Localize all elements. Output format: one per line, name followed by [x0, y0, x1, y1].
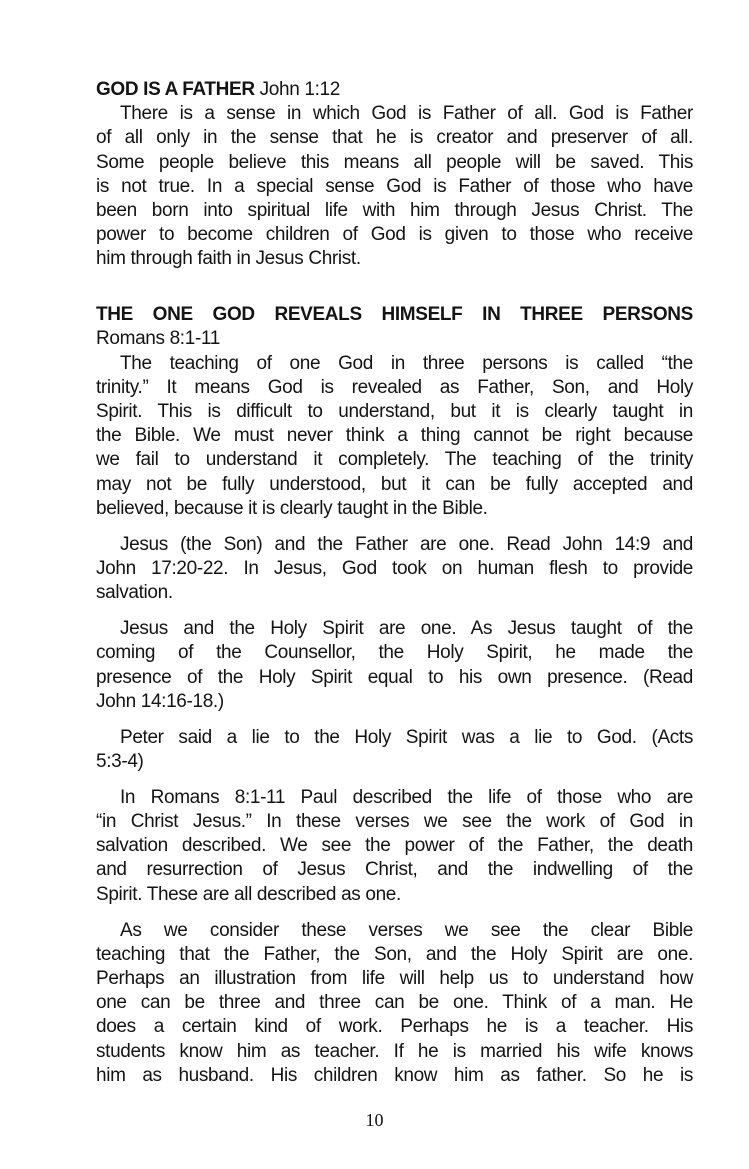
text-line: As we consider these verses we see the clear Bible [120, 919, 693, 941]
text-line: Peter said a lie to the Holy Spirit was a lie to God. (Acts [120, 726, 693, 748]
text-line: John 14:16-18.) [96, 690, 224, 712]
scripture-reference: Romans 8:1-11 [96, 328, 220, 350]
paragraph [96, 786, 693, 907]
text-line: trinity.” It means God is revealed as Father, Son, and Holy [96, 376, 693, 398]
text-line: him through faith in Jesus Christ. [96, 248, 361, 270]
text-line: Spirit. This is difficult to understand, but it is clearly taught in [96, 401, 693, 423]
text-line: coming of the Counsellor, the Holy Spirit, he made the [96, 642, 693, 664]
text-line: of all only in the sense that he is creator and preserver of all. [96, 127, 693, 149]
text-line: Perhaps an illustration from life will help us to understand how [96, 967, 693, 989]
text-line: There is a sense in which God is Father of all. God is Father [120, 103, 693, 125]
text-line: 5:3-4) [96, 750, 144, 772]
text-line: we fail to understand it completely. The teaching of the trinity [96, 449, 693, 471]
text-line: does a certain kind of work. Perhaps he is a teacher. His [96, 1016, 693, 1038]
paragraph [96, 726, 693, 774]
paragraph [96, 533, 693, 606]
text-line: The teaching of one God in three persons is called “the [120, 352, 693, 374]
text-line: “in Christ Jesus.” In these verses we see the work of God in [96, 811, 693, 833]
text-line: may not be fully understood, but it can be fully accepted and [96, 473, 693, 495]
paragraph [96, 617, 693, 714]
text-line: Jesus (the Son) and the Father are one. Read John 14:9 and [120, 533, 693, 555]
text-line: power to become children of God is given to those who receive [96, 224, 693, 246]
page-number: 10 [365, 1110, 384, 1130]
section-body [96, 352, 693, 1088]
text-line: In Romans 8:1-11 Paul described the life of those who are [120, 786, 693, 808]
section-body [96, 102, 693, 271]
section-heading [96, 303, 693, 351]
text-line: and resurrection of Jesus Christ, and the indwelling of the [96, 859, 693, 881]
text-line: salvation. [96, 582, 173, 604]
paragraph [96, 919, 693, 1088]
section-heading [96, 78, 693, 102]
document-page [96, 78, 693, 1100]
text-line: Spirit. These are all described as one. [96, 883, 401, 905]
heading-title: GOD IS A FATHER [96, 79, 255, 100]
text-line: one can be three and three can be one. Think of a man. He [96, 992, 693, 1014]
text-line: been born into spiritual life with him through Jesus Christ. The [96, 199, 693, 221]
text-line: is not true. In a special sense God is Father of those who have [96, 175, 693, 197]
text-line: him as husband. His children know him as father. So he is [96, 1064, 693, 1086]
text-line: salvation described. We see the power of the Father, the death [96, 835, 693, 857]
text-line: students know him as teacher. If he is married his wife knows [96, 1040, 693, 1062]
text-line: the Bible. We must never think a thing cannot be right because [96, 425, 693, 447]
heading-title: THE ONE GOD REVEALS HIMSELF IN THREE PERSONS [96, 304, 693, 326]
text-line: presence of the Holy Spirit equal to his own presence. (Read [96, 666, 693, 688]
text-line: believed, because it is clearly taught in the Bible. [96, 497, 488, 519]
text-line: teaching that the Father, the Son, and the Holy Spirit are one. [96, 943, 693, 965]
paragraph [96, 352, 693, 521]
scripture-reference: John 1:12 [259, 79, 340, 100]
text-line: John 17:20-22. In Jesus, God took on human flesh to provide [96, 557, 693, 579]
text-line: Jesus and the Holy Spirit are one. As Jesus taught of the [120, 618, 693, 640]
text-line: Some people believe this means all people will be saved. This [96, 151, 693, 173]
paragraph [96, 102, 693, 271]
